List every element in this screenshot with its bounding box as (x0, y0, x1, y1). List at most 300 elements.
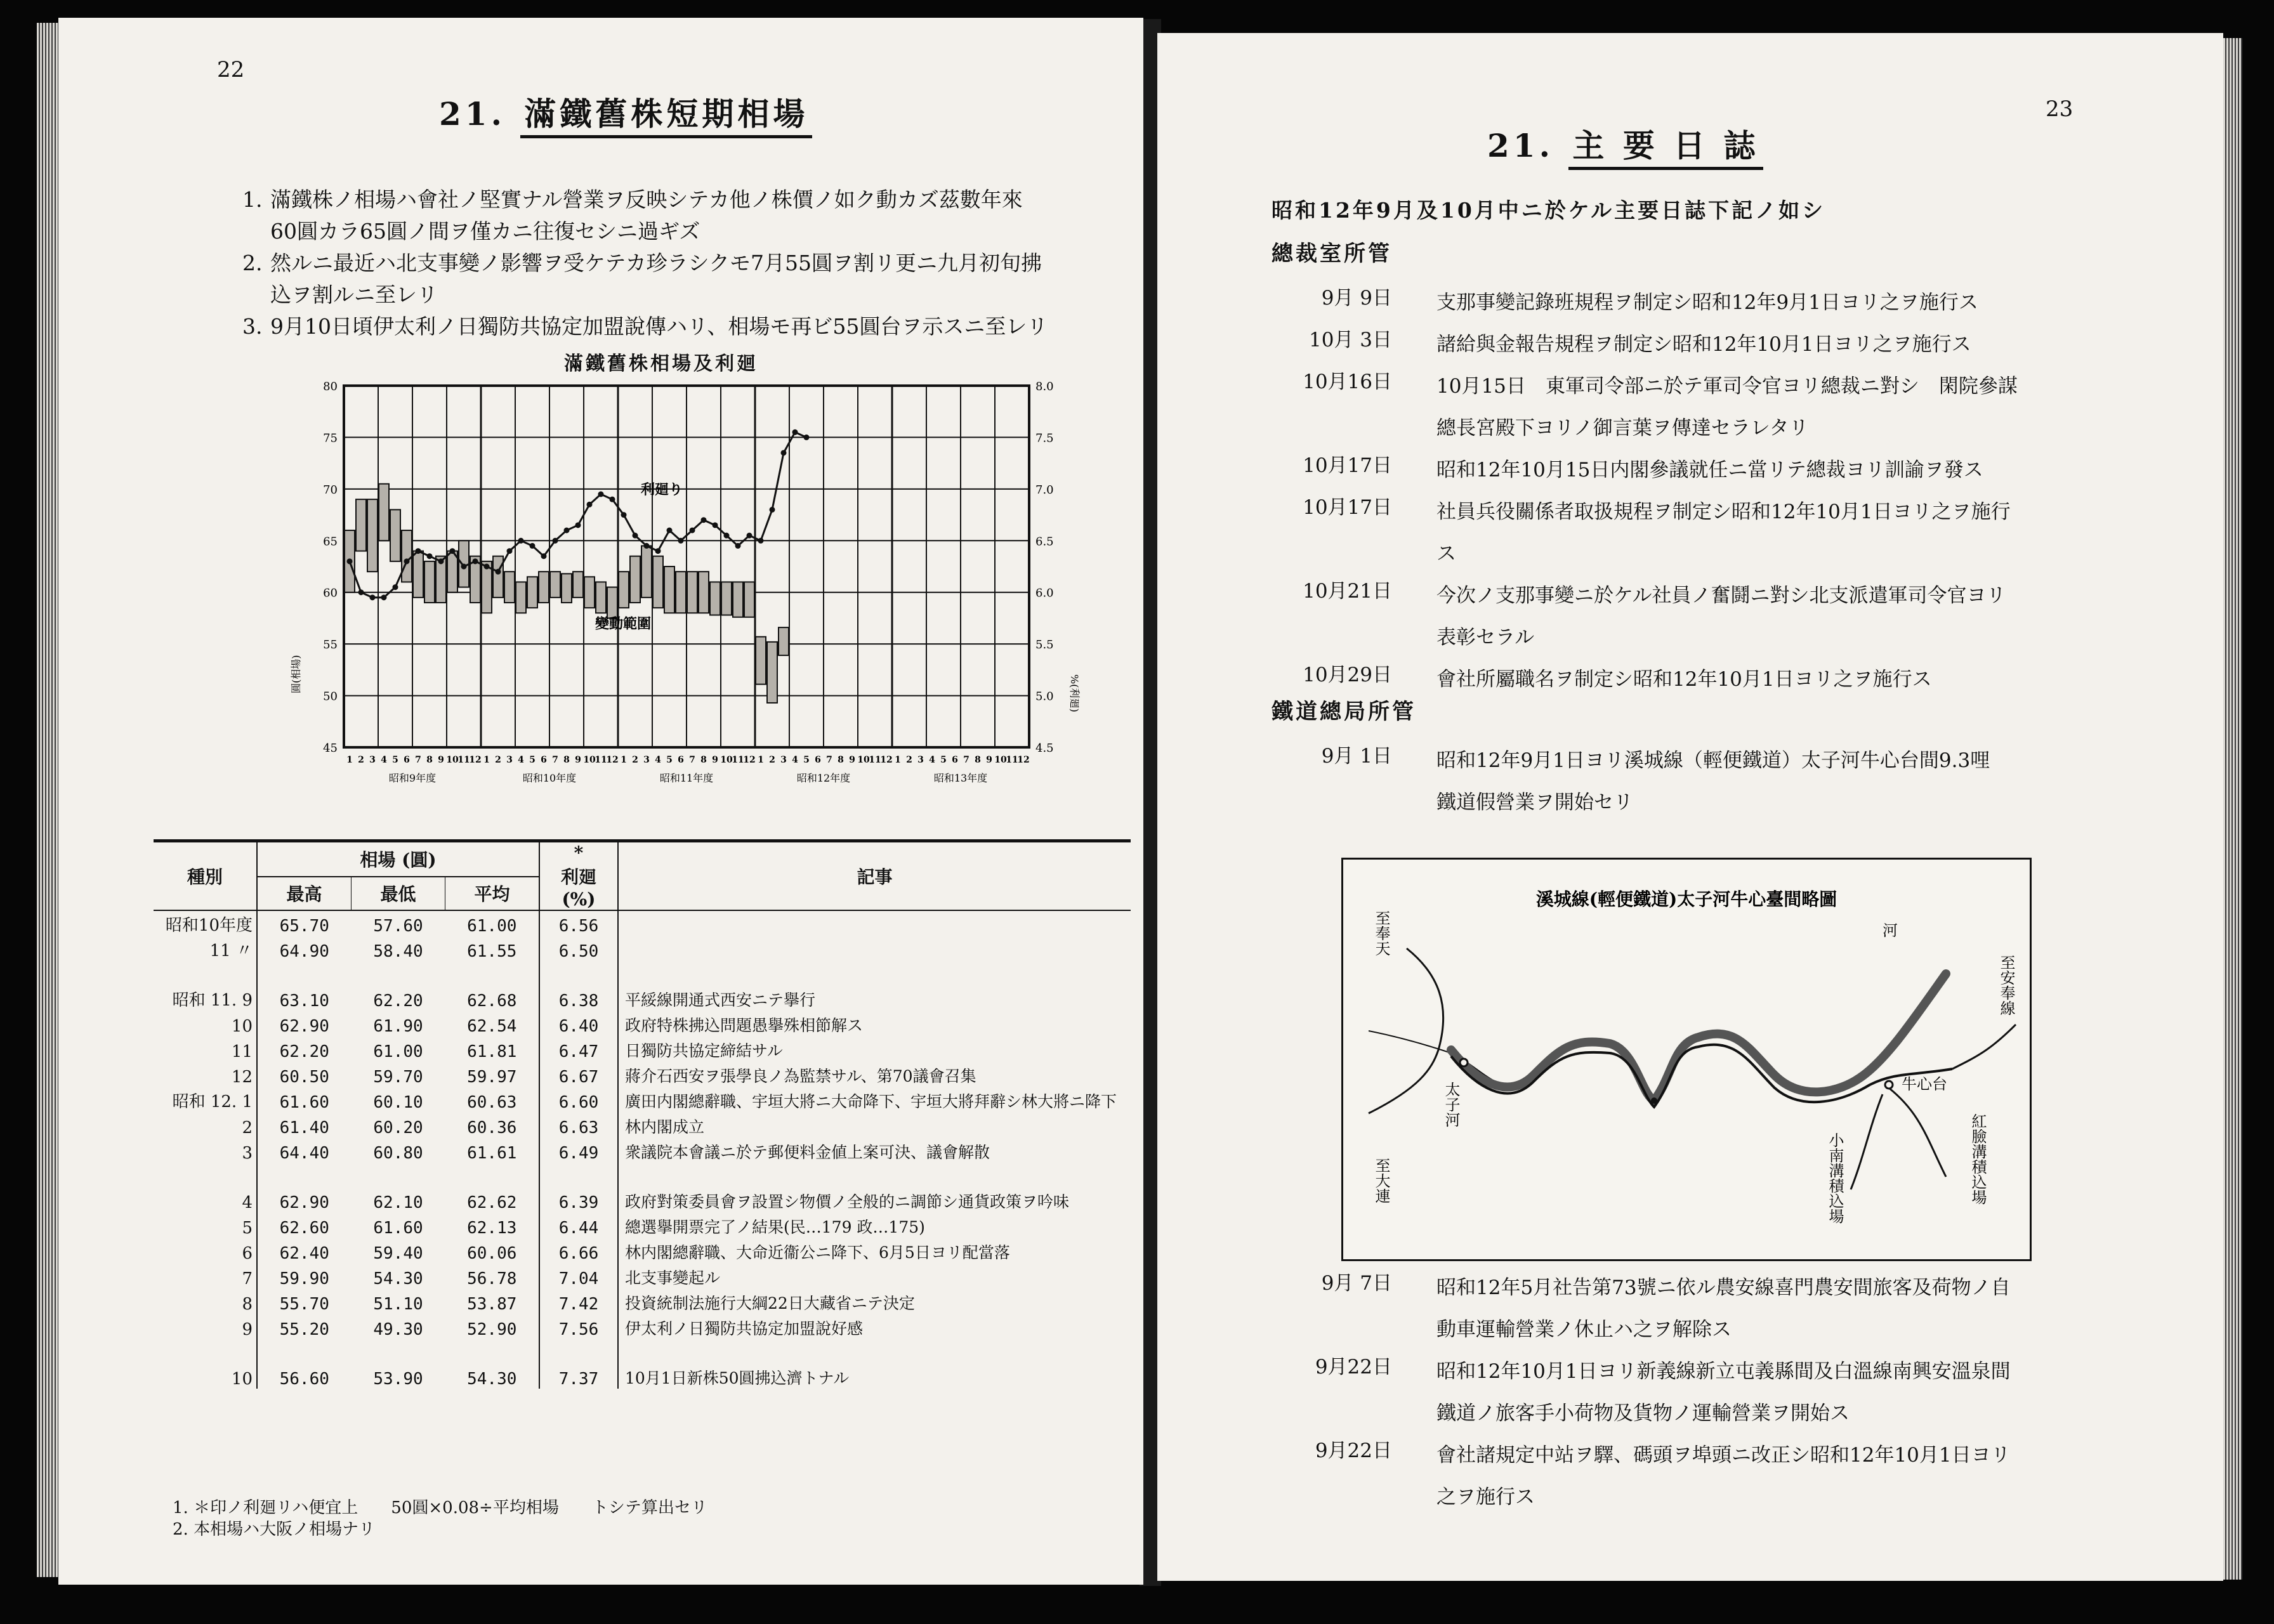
month-tick-label: 1 (895, 755, 901, 765)
cell-low: 49.30 (373, 1320, 423, 1339)
table-row (154, 1339, 1131, 1389)
paragraph-1 (242, 184, 1067, 247)
yield-point (701, 517, 707, 523)
cell-yield: 6.47 (539, 1036, 618, 1061)
range-bar (733, 582, 743, 617)
yield-point (518, 538, 524, 544)
cell-yield: 7.04 (539, 1263, 618, 1288)
range-bar (607, 587, 617, 619)
range-bar (687, 572, 697, 613)
range-bar (504, 572, 515, 603)
entry-date: 9月 7日 (1321, 1272, 1392, 1295)
month-tick-label: 8 (426, 755, 433, 765)
para-line: 9月10日頃伊太利ノ日獨防共協定加盟說傳ハリ、相場モ再ビ55圓台ヲ示スニ至レリ (270, 314, 1048, 339)
row-label: 昭和10年度 (154, 910, 257, 936)
col-kind: 種別 (154, 842, 257, 910)
chart-title: 滿鐵舊株相場及利廻 (564, 353, 758, 375)
title-number: 21. (439, 95, 506, 133)
entry-date: 9月 9日 (1321, 287, 1392, 310)
yield-point (496, 569, 501, 575)
label-anfeng: 至安奉線 (1997, 955, 2015, 1016)
cell-high: 62.90 (279, 1017, 329, 1036)
month-tick-label: 5 (392, 755, 398, 765)
month-tick-label: 2 (769, 755, 775, 765)
diary-entry (1157, 740, 2223, 823)
range-bar (573, 572, 583, 598)
row-label: 3 (154, 1137, 257, 1163)
range-bar (710, 582, 720, 615)
month-tick-label: 11 (457, 755, 470, 765)
yield-point (621, 512, 627, 518)
month-tick-label: 8 (975, 755, 981, 765)
month-tick-label: 3 (506, 755, 513, 765)
cell-high: 55.20 (279, 1320, 329, 1339)
row-label: 8 (154, 1288, 257, 1314)
range-bar (767, 642, 777, 703)
cell-low: 61.00 (373, 1042, 423, 1061)
table-row (154, 1263, 1131, 1288)
yield-point (461, 564, 467, 570)
left-axis-label: 圓(相場) (290, 655, 302, 693)
page-number: 22 (217, 57, 245, 82)
month-tick-label: 8 (838, 755, 844, 765)
range-bar (641, 546, 652, 597)
cell-high: 65.70 (279, 917, 329, 936)
entry-date: 9月 1日 (1321, 745, 1392, 768)
diary-entry (1157, 491, 2223, 575)
month-tick-label: 3 (917, 755, 924, 765)
cell-avg: 59.97 (445, 1061, 540, 1087)
yield-point (541, 553, 547, 559)
cell-avg: 60.36 (445, 1112, 540, 1137)
row-label: 11 〃 (154, 936, 257, 961)
yield-point (713, 522, 718, 528)
entry-line: 鐵道假營業ヲ開始セリ (1436, 791, 1633, 814)
month-tick-label: 5 (529, 755, 536, 765)
table-row (154, 1112, 1131, 1137)
range-bar (413, 551, 423, 598)
entry-date: 9月22日 (1315, 1439, 1392, 1462)
range-bar (630, 556, 640, 603)
cell-avg: 53.87 (445, 1288, 540, 1314)
row-label: 10 (154, 1339, 257, 1389)
yield-point (735, 543, 741, 549)
cell-avg: 54.30 (445, 1339, 540, 1389)
row-label: 7 (154, 1263, 257, 1288)
col-low: 最低 (352, 877, 445, 911)
yield-point (564, 528, 570, 534)
yield-point (347, 558, 353, 564)
range-bar (516, 582, 526, 613)
cell-avg: 61.55 (445, 936, 540, 961)
month-tick-label: 4 (518, 755, 524, 765)
label-hongjian: 紅臉溝積込場 (1969, 1113, 1987, 1205)
cell-yield: 7.56 (539, 1314, 618, 1339)
diary-entry (1157, 365, 2223, 449)
entry-line: 諸給與金報告規程ヲ制定シ昭和12年10月1日ヨリ之ヲ施行ス (1436, 333, 1971, 356)
col-notes: 記事 (857, 867, 893, 887)
range-bar (653, 556, 663, 608)
yield-point (438, 558, 444, 564)
month-tick-label: 6 (815, 755, 821, 765)
cell-yield: 7.37 (539, 1339, 618, 1389)
yield-point (450, 548, 456, 554)
month-tick-label: 12 (880, 755, 893, 765)
table-row (154, 1288, 1131, 1314)
railway-map (1341, 858, 2032, 1261)
range-bar (356, 499, 366, 551)
row-label: 2 (154, 1112, 257, 1137)
row-label: 10 (154, 1011, 257, 1036)
month-tick-label: 4 (655, 755, 661, 765)
cell-yield: 6.63 (539, 1112, 618, 1137)
cell-note: 林内閣成立 (625, 1118, 705, 1136)
entry-line: 社員兵役關係者取扱規程ヲ制定シ昭和12年10月1日ヨリ之ヲ施行 (1436, 501, 2011, 523)
cell-yield: 6.67 (539, 1061, 618, 1087)
cell-note: 伊太利ノ日獨防共協定加盟說好感 (625, 1320, 864, 1338)
right-tick-label: 4.5 (1035, 742, 1054, 755)
yield-point (690, 528, 695, 534)
yield-point (575, 522, 581, 528)
entry-line: 之ヲ施行ス (1436, 1486, 1535, 1509)
table-row (154, 936, 1131, 961)
entry-line: 昭和12年10月1日ヨリ新義線新立屯義縣間及白溫線南興安溫泉間 (1436, 1360, 2011, 1383)
month-tick-label: 9 (438, 755, 444, 765)
label-taizihe: 太子河 (1442, 1082, 1460, 1127)
right-tick-label: 7.0 (1035, 483, 1054, 497)
yield-point (587, 502, 593, 508)
entry-text (1436, 740, 2109, 823)
cell-yield: 7.42 (539, 1288, 618, 1314)
month-tick-label: 4 (792, 755, 798, 765)
yield-point (381, 594, 387, 600)
page-title (439, 89, 812, 134)
entry-line: 昭和12年10月15日内閣參議就任ニ當リテ總裁ヨリ訓諭ヲ發ス (1436, 459, 1983, 481)
entry-line: 今次ノ支那事變ニ於ケル社員ノ奮鬪ニ對シ北支派遣軍司令官ヨリ (1436, 584, 2006, 607)
entry-text (1436, 449, 2109, 491)
yield-point (416, 548, 421, 554)
paragraph-3 (242, 311, 1067, 343)
yield-point (507, 548, 513, 554)
cell-yield: 6.60 (539, 1087, 618, 1112)
yield-point (393, 584, 398, 590)
entry-line: 支那事變記錄班規程ヲ制定シ昭和12年9月1日ヨリ之ヲ施行ス (1436, 291, 1978, 314)
range-bar (390, 509, 400, 561)
month-tick-label: 1 (483, 755, 490, 765)
cell-low: 61.90 (373, 1017, 423, 1036)
left-tick-label: 75 (323, 431, 338, 445)
entry-date: 10月17日 (1303, 496, 1392, 519)
month-tick-label: 8 (700, 755, 707, 765)
month-tick-label: 11 (1006, 755, 1018, 765)
table-row (154, 910, 1131, 936)
entry-date: 10月16日 (1303, 370, 1392, 393)
month-tick-label: 11 (732, 755, 744, 765)
yield-point (792, 429, 798, 435)
cell-high: 62.90 (279, 1193, 329, 1212)
col-price: 相場 (圓) (257, 842, 539, 877)
page-stack-left (37, 23, 58, 1577)
label-dalian: 至大連 (1372, 1158, 1390, 1203)
range-bar (619, 572, 629, 608)
entry-line: 昭和12年5月社告第73號ニ依ル農安線喜門農安間旅客及荷物ノ自 (1436, 1276, 2011, 1299)
price-table (154, 839, 1143, 1389)
right-axis-label: %(利廻) (1068, 674, 1081, 712)
entry-line: 會社所屬職名ヲ制定シ昭和12年10月1日ヨリ之ヲ施行ス (1436, 668, 1932, 691)
range-annotation: 變動範圍 (595, 615, 652, 632)
cell-low: 62.10 (373, 1193, 423, 1212)
diary-entry (1157, 575, 2223, 658)
right-tick-label: 6.0 (1035, 586, 1054, 600)
label-river: 河 (1883, 922, 1898, 940)
right-tick-label: 6.5 (1035, 535, 1054, 549)
month-tick-label: 5 (666, 755, 673, 765)
entry-text (1436, 1267, 2109, 1351)
year-label: 昭和9年度 (388, 772, 437, 784)
cell-low: 61.60 (373, 1219, 423, 1238)
right-tick-label: 5.5 (1035, 638, 1054, 652)
entry-date: 10月17日 (1303, 454, 1392, 477)
yield-point (370, 594, 376, 600)
row-label: 11 (154, 1036, 257, 1061)
left-tick-label: 70 (323, 483, 338, 497)
row-label: 昭和 12. 1 (154, 1087, 257, 1112)
yield-point (724, 533, 730, 539)
cell-note: 廣田内閣總辭職、宇垣大將ニ大命降下、宇垣大將拜辭シ林大將ニ降下 (625, 1092, 1117, 1111)
entry-text (1436, 658, 2109, 700)
cell-low: 51.10 (373, 1295, 423, 1314)
month-tick-label: 10 (857, 755, 870, 765)
map-title: 溪城線(輕便鐵道)太子河牛心臺間略圖 (1535, 889, 1837, 910)
entry-text (1436, 1434, 2109, 1518)
right-tick-label: 7.5 (1035, 431, 1054, 445)
month-tick-label: 12 (743, 755, 756, 765)
yield-point (770, 507, 775, 513)
footnote-1: 1. ＊印ノ利廻リハ便宜上 50圓×0.08÷平均相場 トシテ算出セリ (173, 1498, 707, 1517)
yield-mark: * (574, 842, 584, 863)
entry-date: 10月 3日 (1308, 329, 1392, 351)
cell-avg: 56.78 (445, 1263, 540, 1288)
range-bar (424, 561, 435, 603)
right-tick-label: 5.0 (1035, 690, 1054, 704)
line-to-anfeng (1952, 1025, 2016, 1069)
month-tick-label: 3 (780, 755, 787, 765)
chart-svg (261, 373, 1081, 804)
cell-note: 衆議院本會議ニ於テ郵便料金値上案可決、議會解散 (625, 1143, 990, 1162)
entry-line: 動車運輸營業ノ休止ハ之ヲ解除ス (1436, 1318, 1732, 1341)
col-yield (539, 842, 618, 910)
cell-high: 61.40 (279, 1118, 329, 1137)
cell-note: 政府對策委員會ヲ設置シ物價ノ全般的ニ調節シ通貨政策ヲ吟味 (625, 1193, 1070, 1211)
entry-text (1436, 324, 2109, 365)
table-row (154, 1011, 1131, 1036)
yield-point (667, 528, 673, 534)
month-tick-label: 1 (621, 755, 627, 765)
yield-point (610, 497, 615, 502)
left-tick-label: 55 (323, 638, 338, 652)
right-tick-label: 8.0 (1035, 380, 1054, 393)
month-tick-label: 1 (346, 755, 353, 765)
year-label: 昭和12年度 (796, 772, 851, 784)
range-bar (721, 582, 732, 615)
range-bar (367, 499, 378, 572)
month-tick-label: 3 (369, 755, 376, 765)
cell-high: 64.90 (279, 942, 329, 961)
left-tick-label: 50 (323, 690, 338, 704)
range-bar (379, 484, 389, 541)
month-tick-label: 9 (986, 755, 992, 765)
yield-point (781, 450, 787, 455)
cell-high: 63.10 (279, 992, 329, 1011)
label-xiaonan: 小南溝積込場 (1826, 1132, 1844, 1224)
paragraph-2 (242, 247, 1067, 311)
cell-avg: 60.63 (445, 1087, 540, 1112)
range-bar (676, 572, 686, 613)
cell-high: 55.70 (279, 1295, 329, 1314)
cell-low: 59.70 (373, 1068, 423, 1087)
entry-line: ス (1436, 542, 1456, 565)
month-tick-label: 2 (906, 755, 912, 765)
cell-avg: 62.54 (445, 1011, 540, 1036)
cell-yield: 6.66 (539, 1238, 618, 1263)
title-text: 主 要 日 誌 (1568, 127, 1763, 170)
yield-point (633, 533, 638, 539)
entry-text (1436, 282, 2109, 324)
cell-high: 56.60 (279, 1370, 329, 1389)
entry-text (1436, 365, 2109, 449)
cell-high: 61.60 (279, 1093, 329, 1112)
yield-point (747, 533, 753, 539)
para-line: 60圓カラ65圓ノ間ヲ僅カニ往復セシニ過ギズ (270, 219, 700, 244)
cell-note: 總選擧開票完了ノ結果(民…179 政…175) (625, 1218, 925, 1236)
cell-avg: 61.61 (445, 1137, 540, 1163)
table-row (154, 1163, 1131, 1212)
month-tick-label: 11 (869, 755, 881, 765)
month-tick-label: 6 (541, 755, 547, 765)
title-text: 滿鐵舊株短期相場 (520, 95, 812, 138)
cell-high: 59.90 (279, 1269, 329, 1288)
row-label: 5 (154, 1212, 257, 1238)
entry-date: 10月21日 (1303, 580, 1392, 603)
entry-text (1436, 575, 2109, 658)
yield-point (553, 538, 558, 544)
month-tick-label: 6 (952, 755, 958, 765)
cell-note (618, 936, 1131, 961)
para-line: 滿鐵株ノ相場ハ會社ノ堅實ナル營業ヲ反映シテカ他ノ株價ノ如ク動カズ茲數年來 (270, 187, 1023, 212)
table-row (154, 1137, 1131, 1163)
station-mid (1651, 1097, 1657, 1104)
month-tick-label: 4 (381, 755, 387, 765)
yield-point (644, 543, 650, 549)
diary-entry (1157, 1351, 2223, 1434)
month-tick-label: 7 (826, 755, 832, 765)
para-line: 然ルニ最近ハ北支事變ノ影響ヲ受ケテカ珍ラシクモ7月55圓ヲ割リ更ニ九月初旬拂 (270, 251, 1042, 275)
cell-high: 60.50 (279, 1068, 329, 1087)
footnote-2: 2. 本相場ハ大阪ノ相場ナリ (173, 1520, 376, 1539)
cell-low: 59.40 (373, 1244, 423, 1263)
yield-point (404, 558, 410, 564)
cell-low: 62.20 (373, 992, 423, 1011)
cell-low: 53.90 (373, 1370, 423, 1389)
cell-yield: 6.44 (539, 1212, 618, 1238)
title-number: 21. (1487, 127, 1554, 164)
range-bar (756, 637, 766, 684)
range-bar (402, 530, 412, 582)
entry-line: 會社諸規定中站ヲ驛、碼頭ヲ埠頭ニ改正シ昭和12年10月1日ヨリ (1436, 1444, 2011, 1467)
diary-entry (1157, 1434, 2223, 1518)
diary-entry (1157, 282, 2223, 324)
cell-note: 蔣介石西安ヲ張學良ノ為監禁サル、第70議會召集 (625, 1067, 976, 1085)
yield-point (804, 435, 810, 440)
month-tick-label: 9 (712, 755, 718, 765)
yield-annotation: 利廻り (641, 481, 683, 498)
month-tick-label: 7 (415, 755, 421, 765)
cell-avg: 62.13 (445, 1212, 540, 1238)
station-niuxintai (1885, 1081, 1893, 1089)
table-row (154, 1061, 1131, 1087)
entry-text (1436, 491, 2109, 575)
footnotes (173, 1497, 707, 1540)
cell-note (618, 910, 1131, 936)
right-page (1157, 33, 2223, 1581)
cell-note: 日獨防共協定締結サル (625, 1042, 783, 1060)
cell-note: 林内閣總辭職、大命近衞公ニ降下、6月5日ヨリ配當落 (625, 1243, 1010, 1262)
page-title-right (1487, 121, 1763, 166)
year-label: 昭和10年度 (522, 772, 577, 784)
yield-point (427, 553, 433, 559)
yield-point (473, 558, 478, 564)
month-tick-label: 7 (689, 755, 695, 765)
cell-yield: 6.50 (539, 936, 618, 961)
cell-yield: 6.38 (539, 961, 618, 1011)
table-row (154, 1238, 1131, 1263)
month-tick-label: 10 (720, 755, 733, 765)
month-tick-label: 2 (495, 755, 501, 765)
table-row (154, 1212, 1131, 1238)
year-label: 昭和11年度 (659, 772, 714, 784)
yield-label: 利廻 (%) (560, 867, 596, 910)
row-label: 4 (154, 1163, 257, 1212)
range-bar (699, 572, 709, 613)
table-row (154, 961, 1131, 1011)
line-to-xiaonan (1851, 1094, 1883, 1189)
entry-line: 10月15日 東軍司令部ニ於テ軍司令官ヨリ總裁ニ對シ 閑院參謀 (1436, 375, 2018, 398)
cell-avg: 60.06 (445, 1238, 540, 1263)
left-tick-label: 65 (323, 535, 338, 549)
table-row (154, 1314, 1131, 1339)
yield-point (358, 589, 364, 595)
para-num: 2. (242, 251, 263, 275)
month-tick-label: 7 (552, 755, 558, 765)
section-heading: 總裁室所管 (1272, 241, 1392, 266)
month-tick-label: 3 (643, 755, 650, 765)
entry-date: 9月22日 (1315, 1356, 1392, 1378)
entry-text (1436, 1351, 2109, 1434)
cell-high: 64.40 (279, 1144, 329, 1163)
cell-high: 62.40 (279, 1244, 329, 1263)
range-bar (744, 582, 754, 617)
range-bar (527, 577, 537, 608)
range-bar (539, 572, 549, 603)
map-svg (1343, 860, 2030, 1259)
yield-point (655, 548, 661, 554)
month-tick-label: 11 (595, 755, 607, 765)
label-fengtian: 至奉天 (1372, 910, 1390, 956)
row-label: 12 (154, 1061, 257, 1087)
month-tick-label: 1 (758, 755, 764, 765)
cell-yield: 6.39 (539, 1163, 618, 1212)
diary-entry (1157, 1267, 2223, 1351)
